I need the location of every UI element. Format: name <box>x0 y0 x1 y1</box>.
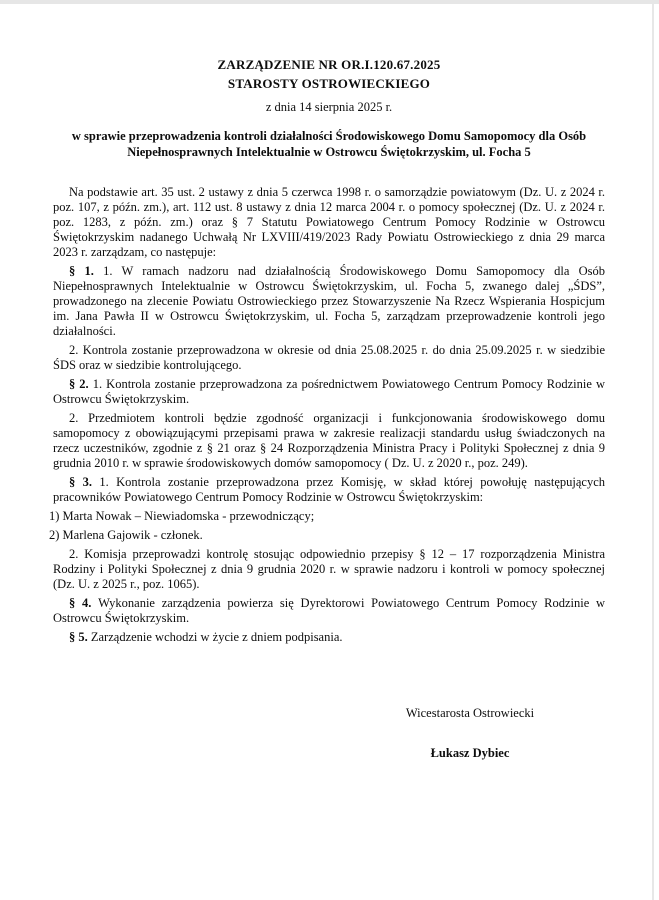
document-body <box>49 185 606 645</box>
paragraph-text: 2) Marlena Gajowik - członek. <box>49 528 203 542</box>
paragraph-par3-item1 <box>53 475 605 505</box>
paragraph-text: Na podstawie art. 35 ust. 2 ustawy z dnia 5 czerwca 1998 r. o samorządzie powiatowym (Dz. U. z 2024 r. poz. 107, z późn. zm.), art. 112 ust. 8 ustawy z dnia 12 marca 2004 r. o pomocy społecznej (Dz. U. z 2024 r. poz. 1283, z późn. zm.) oraz § 7 Statutu Powiatowego Centrum Pomocy Rodzinie w Ostrowcu Świętokrzyskim nadanego Uchwałą Nr LXVIII/419/2023 Rady Powiatu Ostrowieckiego z dnia 29 marca 2023 r. zarządzam, co następuje: <box>53 185 605 259</box>
paragraph-prefix: § 4. <box>69 596 99 610</box>
paragraph-par4 <box>53 596 605 626</box>
document-title-line1: ZARZĄDZENIE NR OR.I.120.67.2025 <box>217 57 441 72</box>
paragraph-prefix: § 1. <box>69 264 104 278</box>
paragraph-par2-item2 <box>53 411 605 471</box>
paragraph-prefix: § 5. <box>69 630 91 644</box>
paragraph-text: Zarządzenie wchodzi w życie z dniem podpisania. <box>90 630 343 644</box>
document-subject: w sprawie przeprowadzenia kontroli działalności Środowiskowego Domu Samopomocy dla Osób Niepełnosprawnych Intelektualnie w Ostrowcu Świętokrzyskim, ul. Focha 5 <box>71 129 587 159</box>
paragraph-text: 1. Kontrola zostanie przeprowadzona za pośrednictwem Powiatowego Centrum Pomocy Rodzinie w Ostrowcu Świętokrzyskim. <box>53 377 605 406</box>
paragraph-prefix: § 3. <box>69 475 100 489</box>
paragraph-par1-item2 <box>53 343 605 373</box>
list-item-commission-member-1 <box>49 509 605 524</box>
signature-role: Wicestarosta Ostrowiecki <box>405 706 535 720</box>
paragraph-text: 1) Marta Nowak – Niewiadomska - przewodniczący; <box>49 509 315 523</box>
list-item-commission-member-2 <box>49 528 605 543</box>
paragraph-text: Wykonanie zarządzenia powierza się Dyrektorowi Powiatowego Centrum Pomocy Rodzinie w Ostrowcu Świętokrzyskim. <box>53 596 606 625</box>
paragraph-par2-item1 <box>53 377 605 407</box>
paragraph-par5 <box>53 630 605 645</box>
paragraph-legal-basis <box>53 185 605 260</box>
document-date: z dnia 14 sierpnia 2025 r. <box>265 100 393 114</box>
paragraph-text: 2. Kontrola zostanie przeprowadzona w okresie od dnia 25.08.2025 r. do dnia 25.09.2025 r. w siedzibie ŚDS oraz w siedzibie kontrolującego. <box>53 343 605 372</box>
paragraph-text: 1. Kontrola zostanie przeprowadzona przez Komisję, w skład której powołuję następujących pracowników Powiatowego Centrum Pomocy Rodzinie w Ostrowcu Świętokrzyskim: <box>53 475 605 504</box>
paragraph-text: 1. W ramach nadzoru nad działalnością Środowiskowego Domu Samopomocy dla Osób Niepełnosprawnych Intelektualnie w Ostrowcu Świętokrzyskim, ul. Focha 5, zwanego dalej „ŚDS”, prowadzonego na zlecenie Powiatu Ostrowieckiego przez Stowarzyszenie Na Rzecz Wspierania Hospicjum im. Jana Pawła II w Ostrowcu Świętokrzyskim, ul. Focha 5, zarządzam przeprowadzenie kontroli jego działalności. <box>53 264 606 338</box>
paragraph-text: 2. Przedmiotem kontroli będzie zgodność organizacji i funkcjonowania środowiskowego domu samopomocy z obowiązującymi przepisami prawa w zakresie realizacji standardu usług świadczonych na rzecz uczestników, zgodnie z § 21 oraz § 24 Rozporządzenia Ministra Pracy i Polityki Społecznej z dnia 9 grudnia 2010 r. w sprawie środowiskowych domów samopomocy ( Dz. U. z 2020 r., poz. 249). <box>53 411 605 470</box>
paragraph-par1-item1 <box>53 264 605 339</box>
signature-name: Łukasz Dybiec <box>430 746 510 760</box>
paragraph-text: 2. Komisja przeprowadzi kontrolę stosując odpowiednio przepisy § 12 – 17 rozporządzenia Ministra Rodziny i Polityki Społecznej z dnia 9 grudnia 2020 r. w sprawie nadzoru i kontroli w pomocy społecznej (Dz. U. z 2025 r., poz. 1065). <box>53 547 605 591</box>
document-title-line2: STAROSTY OSTROWIECKIEGO <box>227 76 431 91</box>
paragraph-par3-item2 <box>53 547 605 592</box>
paragraph-prefix: § 2. <box>69 377 93 391</box>
signature-block <box>340 706 600 761</box>
document-title <box>53 55 605 93</box>
